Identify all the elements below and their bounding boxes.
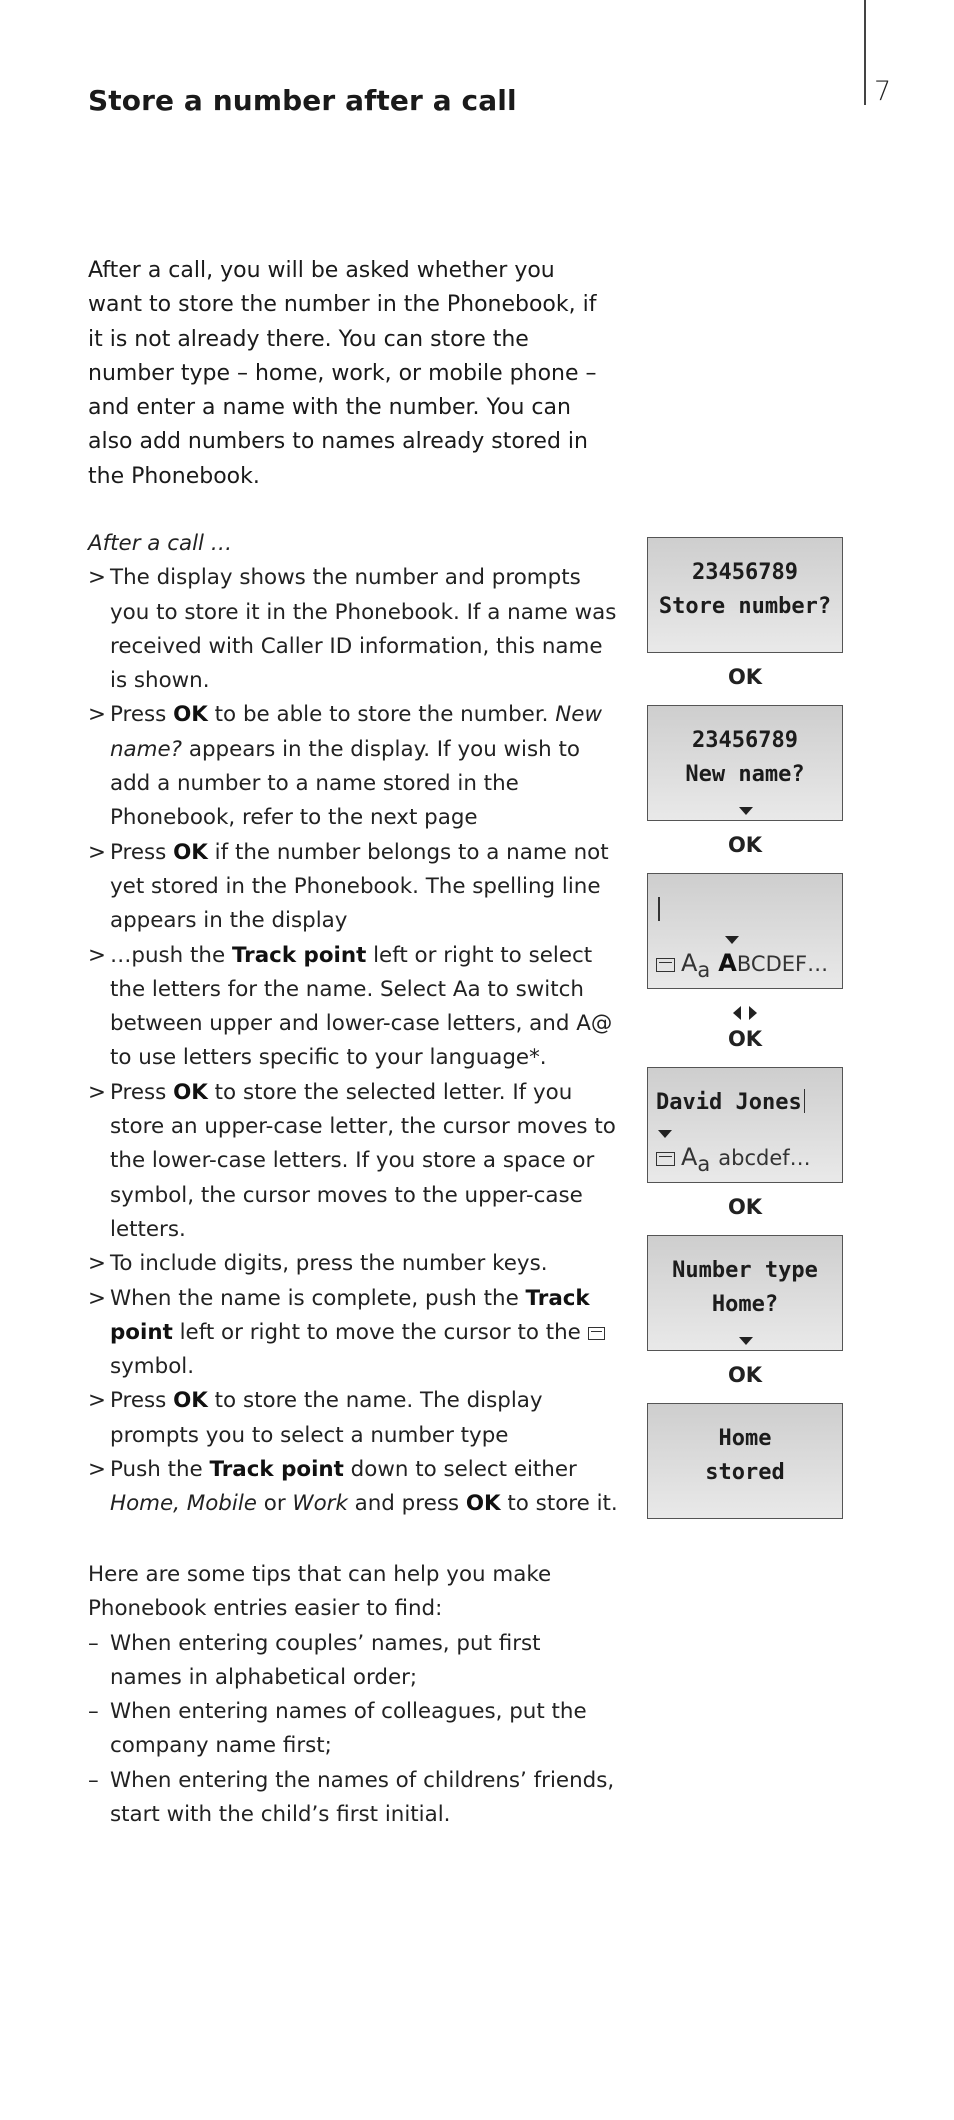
ok-key: OK <box>173 1388 208 1414</box>
phonebook-symbol-icon <box>656 958 675 972</box>
down-arrow-icon <box>725 936 739 944</box>
ok-key: OK <box>173 839 208 865</box>
down-arrow-icon <box>658 1130 672 1138</box>
display-line: Home <box>718 1426 772 1451</box>
step-5: > Press OK to store the selected letter. If you store an upper-case letter, the cursor moves to the lower-case letters. If you store a space or symbol, the cursor moves to the upper-case letters. <box>88 1076 618 1247</box>
step-marker: > <box>88 839 106 865</box>
display-line: Store number? <box>658 594 832 619</box>
display-home-stored <box>647 1403 843 1519</box>
step-6: > To include digits, press the number keys. <box>88 1247 618 1281</box>
display-line: New name? <box>685 762 805 787</box>
down-arrow-icon <box>739 807 753 815</box>
tip-marker: – <box>88 1767 99 1793</box>
down-arrow-icon <box>739 1337 753 1345</box>
ok-label: OK <box>727 1195 763 1219</box>
phonebook-symbol-icon <box>588 1327 605 1340</box>
step-1: > The display shows the number and prompts you to store it in the Phonebook. If a name was received with Caller ID information, this name is shown. <box>88 561 618 698</box>
spelling-bar: Aa abcdef… <box>656 1145 811 1170</box>
display-spelling-line <box>647 873 843 989</box>
display-line: stored <box>705 1460 785 1485</box>
tip-marker: – <box>88 1630 99 1656</box>
margin-rule <box>864 0 866 105</box>
intro-paragraph: After a call, you will be asked whether you want to store the number in the Phonebook, if it is not already there. You can store the number type – home, work, or mobile phone – and enter a name with the number. You can also add numbers to names already stored in the Phonebook. <box>88 258 597 489</box>
tips-intro: Here are some tips that can help you make Phonebook entries easier to find: <box>88 1562 552 1622</box>
step-marker: > <box>88 1079 106 1105</box>
tip-marker: – <box>88 1699 99 1725</box>
step-4: > …push the Track point left or right to select the letters for the name. Select Aa to switch between upper and lower-case letters, and A@ to use letters specific to your language*. <box>88 939 618 1076</box>
track-point-key: Track point <box>110 1285 590 1345</box>
spelling-bar: Aa ABCDEF… <box>656 951 828 976</box>
step-2: > Press OK to be able to store the number. New name? appears in the display. If you wish to add a number to a name stored in the Phonebook, refer to the next page <box>88 698 618 835</box>
cursor-icon <box>656 894 660 928</box>
step-marker: > <box>88 565 106 591</box>
tips-section <box>88 1558 618 1832</box>
track-point-key: Track point <box>231 942 367 968</box>
ok-label: OK <box>727 665 763 689</box>
display-store-number <box>647 537 843 653</box>
step-marker: > <box>88 1251 106 1277</box>
step-7: > When the name is complete, push the Track point left or right to move the cursor to the symbol. <box>88 1282 618 1385</box>
step-3: > Press OK if the number belongs to a name not yet stored in the Phonebook. The spelling line appears in the display <box>88 836 618 939</box>
display-line: Number type <box>672 1258 818 1283</box>
display-number-type <box>647 1235 843 1351</box>
ok-key: OK <box>465 1491 501 1517</box>
left-right-arrows <box>733 1006 763 1022</box>
ok-label: OK <box>727 1363 763 1387</box>
display-name-entry <box>647 1067 843 1183</box>
step-marker: > <box>88 1285 106 1311</box>
step-marker: > <box>88 702 106 728</box>
page-title: Store a number after a call <box>88 84 517 117</box>
step-marker: > <box>88 1388 106 1414</box>
step-marker: > <box>88 1457 106 1483</box>
ok-label: OK <box>727 1027 763 1051</box>
step-8: > Press OK to store the name. The display prompts you to select a number type <box>88 1384 618 1453</box>
ok-key: OK <box>173 1079 208 1105</box>
display-new-name <box>647 705 843 821</box>
step-9: > Push the Track point down to select either Home, Mobile or Work and press OK to store it. <box>88 1453 618 1522</box>
tip-3: – When entering the names of childrens’ friends, start with the child’s first initial. <box>88 1764 618 1833</box>
tip-1: – When entering couples’ names, put first names in alphabetical order; <box>88 1627 618 1696</box>
steps-section <box>88 527 618 1522</box>
display-line: 23456789 <box>692 560 798 585</box>
left-arrow-icon <box>733 1006 741 1020</box>
step-marker: > <box>88 942 106 968</box>
page-number: 7 <box>874 76 892 107</box>
display-line: Home? <box>711 1292 779 1317</box>
track-point-key: Track point <box>209 1457 344 1483</box>
ok-label: OK <box>727 833 763 857</box>
cursor-icon <box>804 1089 806 1113</box>
ok-key: OK <box>173 702 208 728</box>
steps-lead: After a call … <box>88 531 233 556</box>
display-line: 23456789 <box>692 728 798 753</box>
display-line: David Jones <box>656 1086 805 1120</box>
right-arrow-icon <box>749 1006 757 1020</box>
tip-2: – When entering names of colleagues, put the company name first; <box>88 1695 618 1764</box>
phonebook-symbol-icon <box>656 1152 675 1166</box>
